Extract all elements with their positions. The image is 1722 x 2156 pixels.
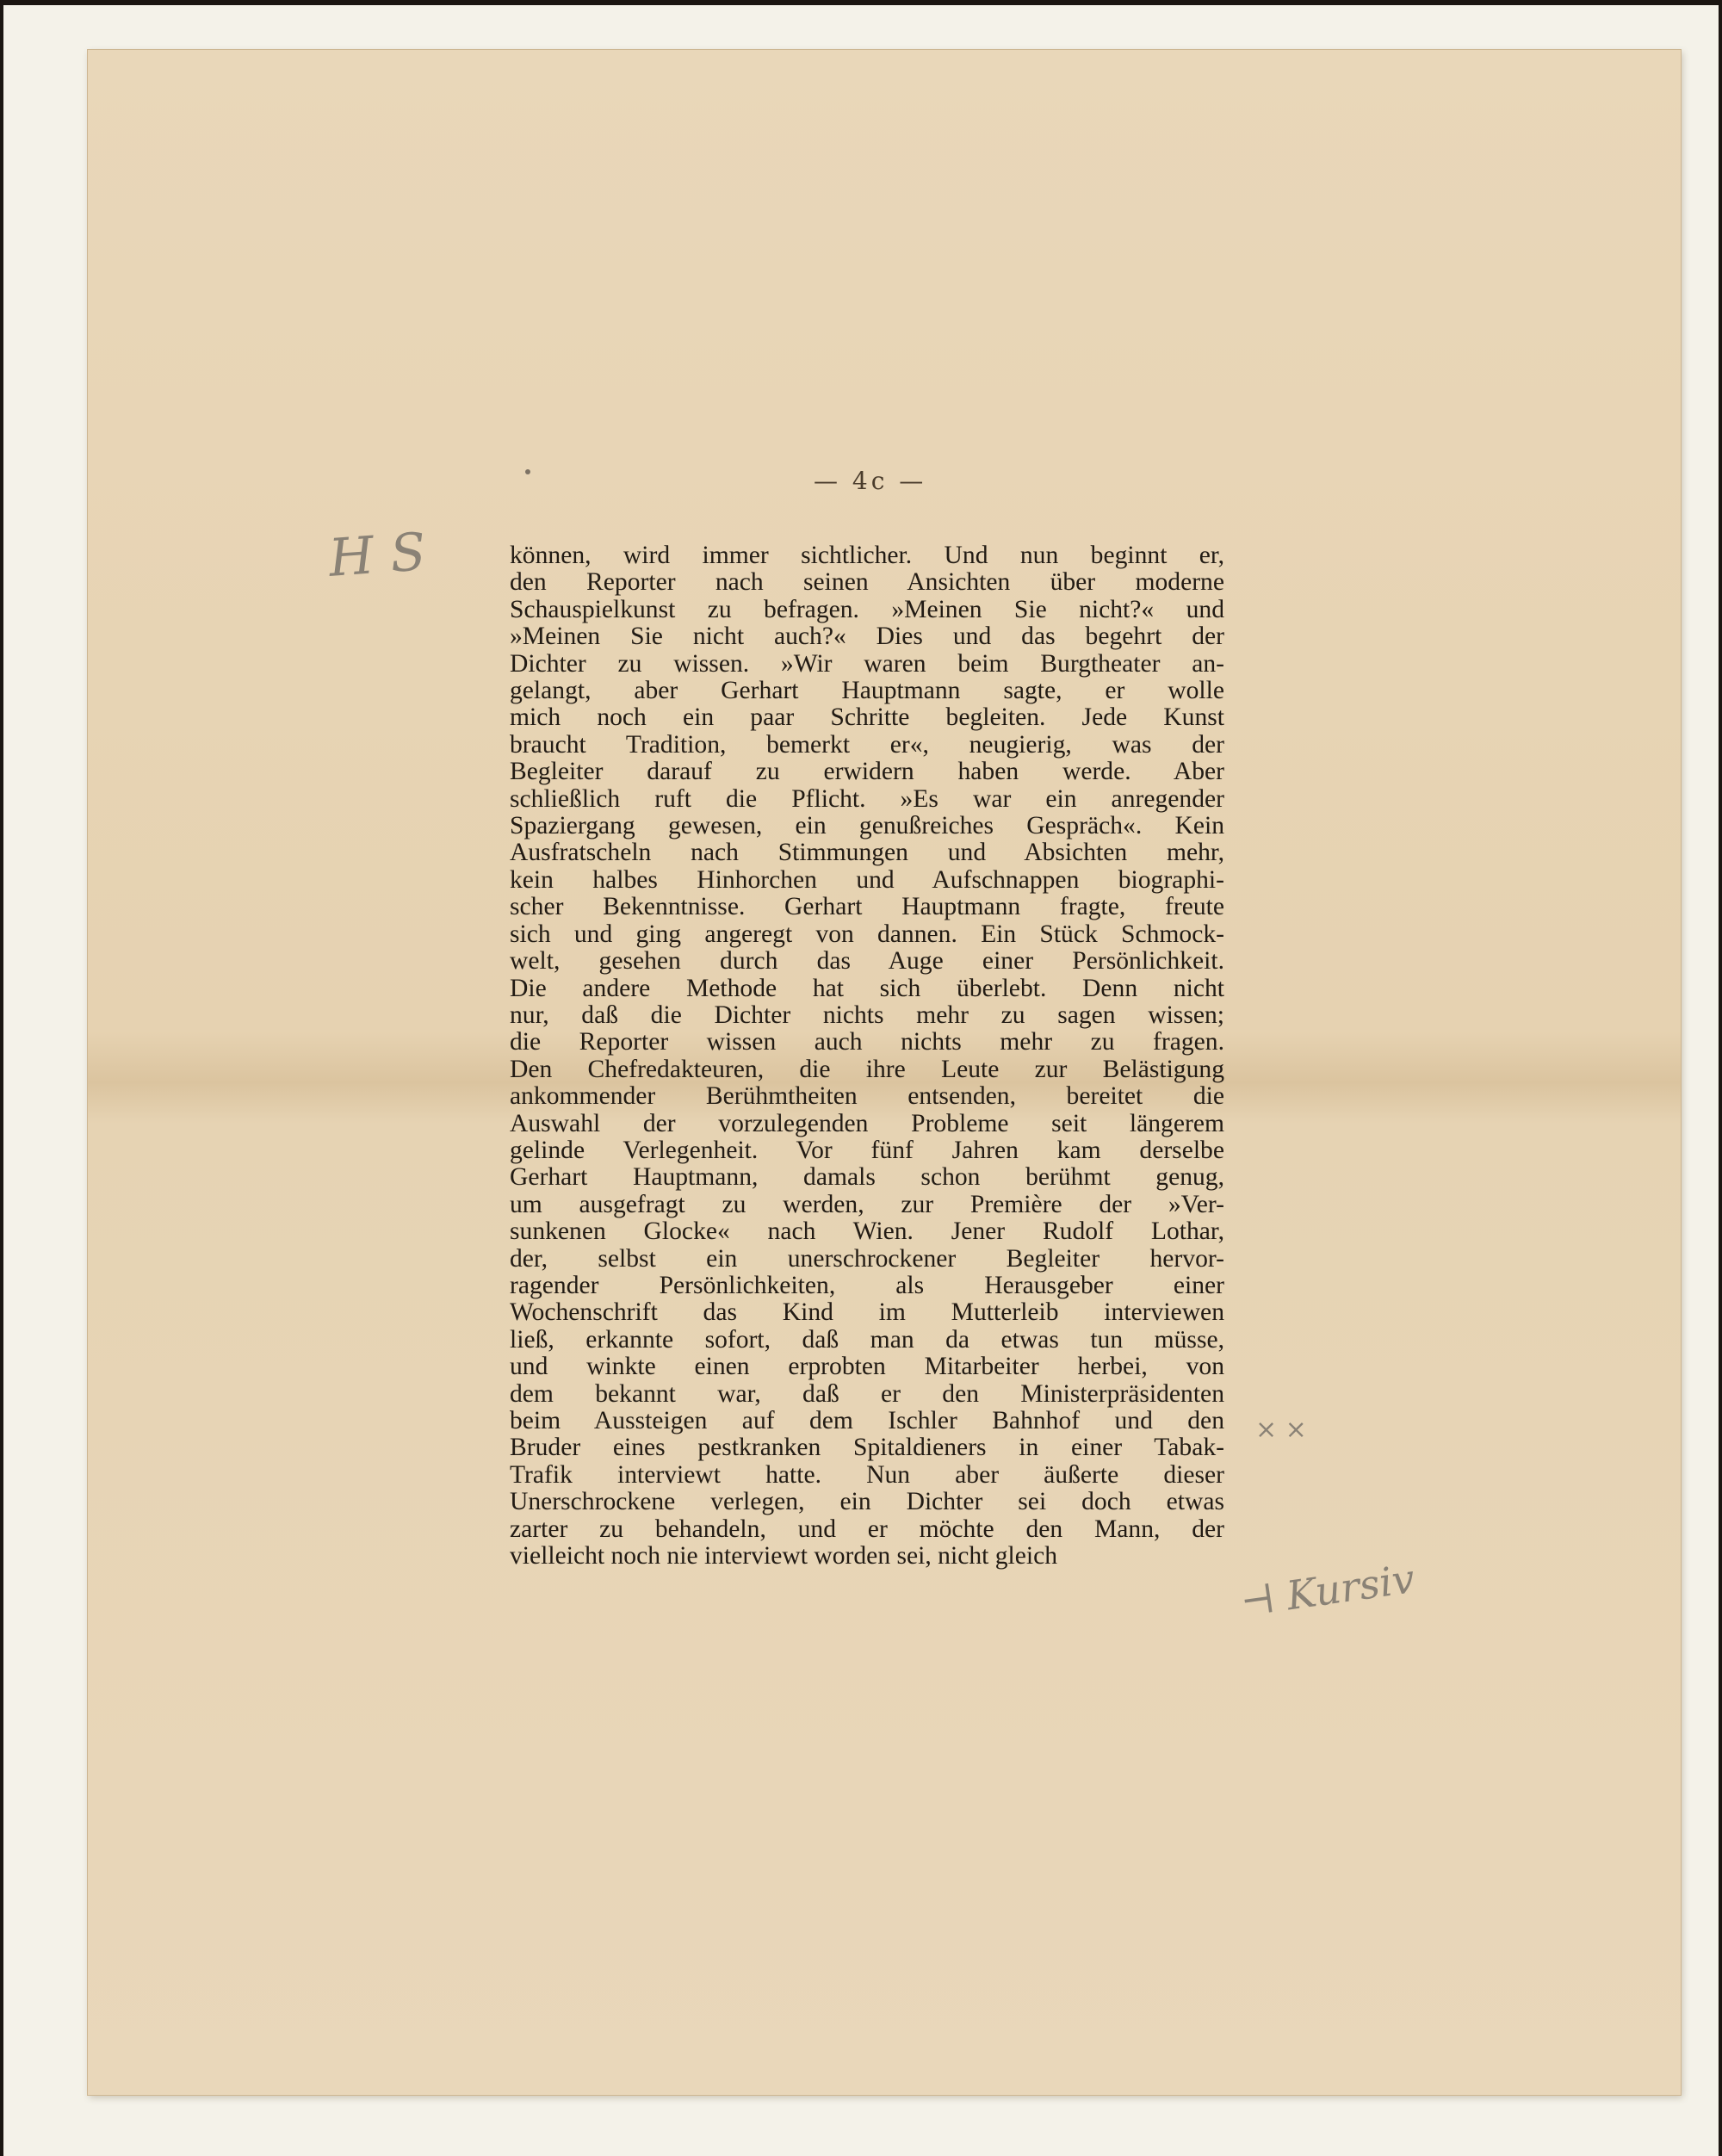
text-line: welt, gesehen durch das Auge einer Persönlichkeit. xyxy=(510,947,1224,976)
text-line: braucht Tradition, bemerkt er«, neugierig, was der xyxy=(510,730,1224,759)
article-text-column xyxy=(510,542,1224,1570)
text-line: können, wird immer sichtlicher. Und nun beginnt er, xyxy=(510,542,1224,569)
text-line: scher Bekenntnisse. Gerhart Hauptmann fragte, freute xyxy=(510,893,1224,921)
text-line: Schauspielkunst zu befragen. »Meinen Sie nicht?« und xyxy=(510,595,1224,623)
text-line: zarter zu behandeln, und er möchte den Mann, der xyxy=(510,1515,1224,1543)
text-line: kein halbes Hinhorchen und Aufschnappen biographi- xyxy=(510,865,1224,894)
text-line: sich und ging angeregt von dannen. Ein Stück Schmock- xyxy=(510,920,1224,948)
handwritten-annotation-kursiv: ⊣ Kursiv xyxy=(1237,1555,1418,1626)
text-line: Den Chefredakteuren, die ihre Leute zur Belästigung xyxy=(510,1055,1224,1083)
text-line: sunkenen Glocke« nach Wien. Jener Rudolf Lothar, xyxy=(510,1217,1224,1246)
handwritten-annotation-xx: × × xyxy=(1255,1415,1307,1445)
text-line: ankommender Berühmtheiten entsenden, bereitet die xyxy=(510,1082,1224,1111)
text-line: gelangt, aber Gerhart Hauptmann sagte, er wolle xyxy=(510,677,1224,705)
text-line: Spaziergang gewesen, ein genußreiches Gespräch«. Kein xyxy=(510,812,1224,840)
text-line: »Meinen Sie nicht auch?« Dies und das begehrt der xyxy=(510,623,1224,651)
text-line: die Reporter wissen auch nichts mehr zu fragen. xyxy=(510,1028,1224,1056)
ink-speck xyxy=(525,469,530,474)
text-line: Dichter zu wissen. »Wir waren beim Burgtheater an- xyxy=(510,649,1224,678)
text-line: Unerschrockene verlegen, ein Dichter sei doch etwas xyxy=(510,1488,1224,1516)
text-line: vielleicht noch nie interviewt worden sei, nicht gleich xyxy=(510,1542,1058,1571)
text-line: Die andere Methode hat sich überlebt. Denn nicht xyxy=(510,974,1224,1002)
text-line: um ausgefragt zu werden, zur Première der »Ver- xyxy=(510,1190,1224,1218)
text-line: und winkte einen erprobten Mitarbeiter herbei, von xyxy=(510,1353,1224,1381)
text-line: Ausfratscheln nach Stimmungen und Absichten mehr, xyxy=(510,839,1224,867)
text-line: Auswahl der vorzulegenden Probleme seit längerem xyxy=(510,1109,1224,1137)
text-line: schließlich ruft die Pflicht. »Es war ein anregender xyxy=(510,784,1224,813)
text-line: den Reporter nach seinen Ansichten über moderne xyxy=(510,568,1224,597)
text-line: nur, daß die Dichter nichts mehr zu sagen wissen; xyxy=(510,1001,1224,1029)
text-line: der, selbst ein unerschrockener Begleiter hervor- xyxy=(510,1244,1224,1273)
page-number: — 4c — xyxy=(814,467,927,495)
text-line: beim Aussteigen auf dem Ischler Bahnhof und den xyxy=(510,1407,1224,1434)
handwritten-annotation-hs: H S xyxy=(326,522,428,589)
text-line: ragender Persönlichkeiten, als Herausgeber einer xyxy=(510,1271,1224,1299)
text-line: mich noch ein paar Schritte begleiten. Jede Kunst xyxy=(510,703,1224,732)
text-line: Bruder eines pestkranken Spitaldieners in einer Tabak- xyxy=(510,1434,1224,1462)
text-line: Trafik interviewt hatte. Nun aber äußerte dieser xyxy=(510,1460,1224,1489)
text-line: Gerhart Hauptmann, damals schon berühmt genug, xyxy=(510,1163,1224,1192)
text-line: gelinde Verlegenheit. Vor fünf Jahren kam derselbe xyxy=(510,1136,1224,1164)
text-line: Begleiter darauf zu erwidern haben werde. Aber xyxy=(510,758,1224,786)
text-line: Wochenschrift das Kind im Mutterleib interviewen xyxy=(510,1298,1224,1327)
text-line: ließ, erkannte sofort, daß man da etwas tun müsse, xyxy=(510,1325,1224,1354)
text-line: dem bekannt war, daß er den Ministerpräsidenten xyxy=(510,1379,1224,1408)
